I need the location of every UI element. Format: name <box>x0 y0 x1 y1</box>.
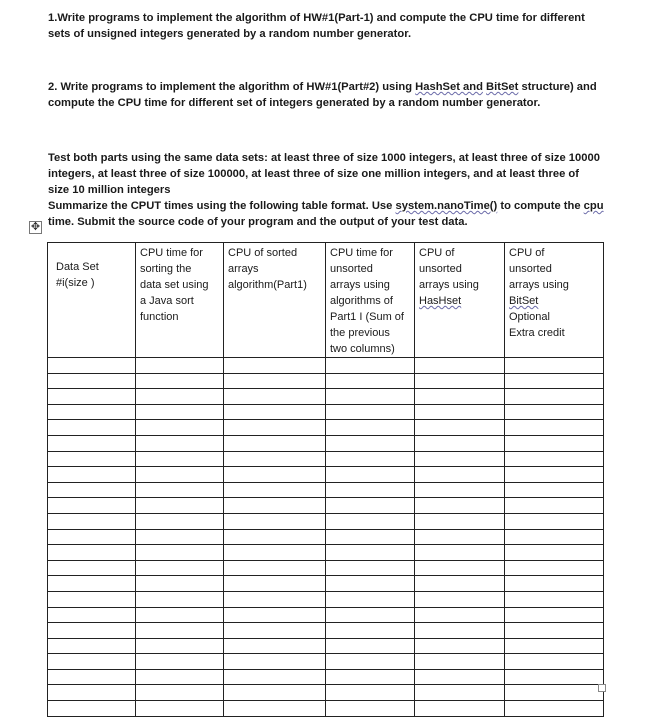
table-cell[interactable] <box>136 669 224 685</box>
table-row <box>48 435 604 451</box>
table-cell[interactable] <box>326 576 415 592</box>
table-cell[interactable] <box>415 638 505 654</box>
header-sorted-cpu <box>224 243 326 358</box>
header-line: CPU time for <box>140 247 203 259</box>
header-line: a Java sort <box>140 295 194 307</box>
test-line-5: time. Submit the source code of your program and the output of your test data. <box>48 216 468 228</box>
table-row <box>48 545 604 561</box>
table-cell[interactable] <box>505 482 604 498</box>
test-instructions <box>48 150 608 230</box>
table-cell[interactable] <box>505 545 604 561</box>
table-cell[interactable] <box>48 623 136 639</box>
table-row <box>48 358 604 374</box>
table-cell[interactable] <box>48 420 136 436</box>
table-cell[interactable] <box>326 529 415 545</box>
table-cell[interactable] <box>136 435 224 451</box>
bitset-spell-flag: BitSet <box>486 81 519 93</box>
table-cell[interactable] <box>505 607 604 623</box>
table-cell[interactable] <box>224 669 326 685</box>
table-cell[interactable] <box>505 669 604 685</box>
table-cell[interactable] <box>505 560 604 576</box>
table-cell[interactable] <box>136 654 224 670</box>
table-cell[interactable] <box>224 467 326 483</box>
table-row <box>48 451 604 467</box>
part-1-line-1: 1.Write programs to implement the algorithm of HW#1(Part-1) and compute the CPU time for different <box>48 12 585 24</box>
table-cell[interactable] <box>415 607 505 623</box>
table-cell[interactable] <box>326 638 415 654</box>
table-cell[interactable] <box>415 482 505 498</box>
table-cell[interactable] <box>48 498 136 514</box>
table-cell[interactable] <box>224 482 326 498</box>
header-line: algorithms of <box>330 295 393 307</box>
table-cell[interactable] <box>415 701 505 717</box>
table-cell[interactable] <box>326 435 415 451</box>
table-cell[interactable] <box>224 638 326 654</box>
table-cell[interactable] <box>136 607 224 623</box>
table-cell[interactable] <box>48 482 136 498</box>
table-cell[interactable] <box>136 638 224 654</box>
header-line: the previous <box>330 327 390 339</box>
table-cell[interactable] <box>326 654 415 670</box>
table-cell[interactable] <box>505 576 604 592</box>
header-line: CPU time for <box>330 247 393 259</box>
table-cell[interactable] <box>136 560 224 576</box>
table-cell[interactable] <box>505 389 604 405</box>
table-cell[interactable] <box>224 435 326 451</box>
header-line: arrays using <box>419 279 479 291</box>
table-cell[interactable] <box>326 389 415 405</box>
instruction-part-1 <box>48 10 608 42</box>
table-body <box>48 358 604 717</box>
header-line: CPU of sorted <box>228 247 298 259</box>
table-cell[interactable] <box>224 685 326 701</box>
table-row <box>48 701 604 717</box>
table-cell[interactable] <box>136 404 224 420</box>
header-unsorted-part1 <box>326 243 415 358</box>
table-row <box>48 529 604 545</box>
table-row <box>48 373 604 389</box>
table-cell[interactable] <box>136 701 224 717</box>
table-row <box>48 576 604 592</box>
table-cell[interactable] <box>415 498 505 514</box>
table-cell[interactable] <box>48 638 136 654</box>
table-cell[interactable] <box>48 669 136 685</box>
table-cell[interactable] <box>415 654 505 670</box>
table-cell[interactable] <box>136 389 224 405</box>
test-line-4 <box>48 198 608 214</box>
test-line-3: size 10 million integers <box>48 184 171 196</box>
table-cell[interactable] <box>326 373 415 389</box>
table-cell[interactable] <box>505 529 604 545</box>
table-resize-handle[interactable] <box>598 684 606 692</box>
table-cell[interactable] <box>48 529 136 545</box>
table-cell[interactable] <box>505 513 604 529</box>
table-cell[interactable] <box>48 373 136 389</box>
header-line: arrays using <box>509 279 569 291</box>
table-cell[interactable] <box>505 451 604 467</box>
header-line: data set using <box>140 279 209 291</box>
table-cell[interactable] <box>136 498 224 514</box>
table-cell[interactable] <box>326 358 415 374</box>
table-cell[interactable] <box>136 358 224 374</box>
table-cell[interactable] <box>505 467 604 483</box>
table-cell[interactable] <box>326 451 415 467</box>
table-cell[interactable] <box>48 701 136 717</box>
header-line: BitSet <box>509 295 539 307</box>
table-cell[interactable] <box>136 420 224 436</box>
part-2-prefix: 2. Write programs to implement the algorithm of HW#1(Part#2) using <box>48 81 416 93</box>
table-cell[interactable] <box>224 607 326 623</box>
table-row <box>48 420 604 436</box>
table-cell[interactable] <box>505 498 604 514</box>
table-cell[interactable] <box>224 560 326 576</box>
header-line: two columns) <box>330 343 395 355</box>
table-cell[interactable] <box>505 685 604 701</box>
table-cell[interactable] <box>48 358 136 374</box>
table-cell[interactable] <box>136 685 224 701</box>
header-hashset-cpu <box>415 243 505 358</box>
header-java-sort-time <box>136 243 224 358</box>
table-cell[interactable] <box>415 404 505 420</box>
table-cell[interactable] <box>326 404 415 420</box>
part-2-suffix: structure) and <box>518 81 597 93</box>
table-cell[interactable] <box>224 545 326 561</box>
table-cell[interactable] <box>48 591 136 607</box>
table-cell[interactable] <box>224 654 326 670</box>
table-cell[interactable] <box>415 420 505 436</box>
table-cell[interactable] <box>505 701 604 717</box>
table-cell[interactable] <box>505 420 604 436</box>
table-cell[interactable] <box>415 576 505 592</box>
table-cell[interactable] <box>224 576 326 592</box>
header-line: function <box>140 311 179 323</box>
table-cell[interactable] <box>136 373 224 389</box>
table-cell[interactable] <box>505 654 604 670</box>
table-cell[interactable] <box>326 545 415 561</box>
table-cell[interactable] <box>326 560 415 576</box>
table-row <box>48 467 604 483</box>
table-cell[interactable] <box>136 623 224 639</box>
header-line: arrays <box>228 263 259 275</box>
table-cell[interactable] <box>415 685 505 701</box>
table-cell[interactable] <box>136 482 224 498</box>
table-cell[interactable] <box>415 669 505 685</box>
table-cell[interactable] <box>415 435 505 451</box>
table-row <box>48 513 604 529</box>
table-cell[interactable] <box>326 467 415 483</box>
table-row <box>48 482 604 498</box>
table-cell[interactable] <box>415 545 505 561</box>
table-cell[interactable] <box>136 529 224 545</box>
table-cell[interactable] <box>415 451 505 467</box>
table-cell[interactable] <box>326 498 415 514</box>
table-cell[interactable] <box>224 420 326 436</box>
table-cell[interactable] <box>505 404 604 420</box>
table-cell[interactable] <box>48 467 136 483</box>
table-cell[interactable] <box>326 685 415 701</box>
table-cell[interactable] <box>224 451 326 467</box>
table-row <box>48 389 604 405</box>
table-cell[interactable] <box>415 513 505 529</box>
table-cell[interactable] <box>224 373 326 389</box>
table-cell[interactable] <box>224 358 326 374</box>
table-cell[interactable] <box>224 513 326 529</box>
table-cell[interactable] <box>415 373 505 389</box>
table-cell[interactable] <box>224 623 326 639</box>
table-cell[interactable] <box>224 591 326 607</box>
header-line: CPU of <box>509 247 545 259</box>
table-cell[interactable] <box>48 654 136 670</box>
table-cell[interactable] <box>48 513 136 529</box>
table-cell[interactable] <box>48 607 136 623</box>
cpu-spell-flag: cpu <box>583 200 604 212</box>
header-line: unsorted <box>509 263 552 275</box>
table-cell[interactable] <box>136 591 224 607</box>
part-1-line-2: sets of unsigned integers generated by a random number generator. <box>48 28 412 40</box>
table-cell[interactable] <box>505 638 604 654</box>
table-cell[interactable] <box>224 529 326 545</box>
test-line-2: integers, at least three of size 100000, at least three of size one million integers, and at least three of <box>48 168 579 180</box>
table-cell[interactable] <box>326 623 415 639</box>
header-line: Data Set <box>56 261 99 273</box>
table-cell[interactable] <box>415 591 505 607</box>
table-cell[interactable] <box>48 545 136 561</box>
table-row <box>48 498 604 514</box>
table-header-row <box>48 243 604 358</box>
table-cell[interactable] <box>505 435 604 451</box>
table-cell[interactable] <box>224 389 326 405</box>
part-2-line-1 <box>48 79 608 95</box>
table-cell[interactable] <box>505 358 604 374</box>
header-bitset-cpu <box>505 243 604 358</box>
table-move-handle[interactable] <box>29 221 42 234</box>
table-cell[interactable] <box>326 607 415 623</box>
table-cell[interactable] <box>415 358 505 374</box>
header-line: CPU of <box>419 247 455 259</box>
table-cell[interactable] <box>136 451 224 467</box>
test-line-1: Test both parts using the same data sets: at least three of size 1000 integers, at least three of size 10000 <box>48 152 600 164</box>
test-line-4-mid: to compute the <box>497 200 584 212</box>
header-line: algorithm(Part1) <box>228 279 307 291</box>
table-cell[interactable] <box>326 482 415 498</box>
table-cell[interactable] <box>505 623 604 639</box>
results-table <box>47 242 604 717</box>
header-data-set <box>48 243 136 358</box>
table-cell[interactable] <box>415 389 505 405</box>
table-cell[interactable] <box>326 420 415 436</box>
table-row <box>48 404 604 420</box>
table-cell[interactable] <box>415 623 505 639</box>
header-line: unsorted <box>419 263 462 275</box>
table-cell[interactable] <box>505 373 604 389</box>
table-cell[interactable] <box>48 451 136 467</box>
table-cell[interactable] <box>326 669 415 685</box>
hashset-and-spell-flag: HashSet and <box>415 81 483 93</box>
table-cell[interactable] <box>224 701 326 717</box>
table-cell[interactable] <box>136 513 224 529</box>
table-cell[interactable] <box>48 435 136 451</box>
table-cell[interactable] <box>48 576 136 592</box>
table-cell[interactable] <box>415 529 505 545</box>
move-icon: ✥ <box>30 221 41 233</box>
table-row <box>48 654 604 670</box>
table-row <box>48 638 604 654</box>
table-cell[interactable] <box>326 513 415 529</box>
header-line: #i(size ) <box>56 277 95 289</box>
table-row <box>48 669 604 685</box>
table-cell[interactable] <box>326 701 415 717</box>
table-cell[interactable] <box>136 467 224 483</box>
table-cell[interactable] <box>136 576 224 592</box>
header-line: HasHset <box>419 295 462 307</box>
table-row <box>48 560 604 576</box>
table-cell[interactable] <box>224 404 326 420</box>
nanotime-spell-flag: system.nanoTime() <box>395 200 498 212</box>
table-cell[interactable] <box>415 467 505 483</box>
header-line: unsorted <box>330 263 373 275</box>
header-line: Optional <box>509 311 550 323</box>
header-line: Extra credit <box>509 327 565 339</box>
table-row <box>48 623 604 639</box>
table-cell[interactable] <box>48 389 136 405</box>
table-cell[interactable] <box>48 685 136 701</box>
table-cell[interactable] <box>415 560 505 576</box>
table-cell[interactable] <box>326 591 415 607</box>
table-cell[interactable] <box>48 560 136 576</box>
table-cell[interactable] <box>48 404 136 420</box>
header-line: arrays using <box>330 279 390 291</box>
table-cell[interactable] <box>136 545 224 561</box>
instruction-part-2 <box>48 79 608 111</box>
table-row <box>48 607 604 623</box>
table-cell[interactable] <box>505 591 604 607</box>
test-line-4-prefix: Summarize the CPUT times using the following table format. Use <box>48 200 396 212</box>
part-2-line-2: compute the CPU time for different set of integers generated by a random number generator. <box>48 97 541 109</box>
table-row <box>48 591 604 607</box>
table-cell[interactable] <box>224 498 326 514</box>
table-row <box>48 685 604 701</box>
header-line: Part1 I (Sum of <box>330 311 404 323</box>
header-line: sorting the <box>140 263 192 275</box>
